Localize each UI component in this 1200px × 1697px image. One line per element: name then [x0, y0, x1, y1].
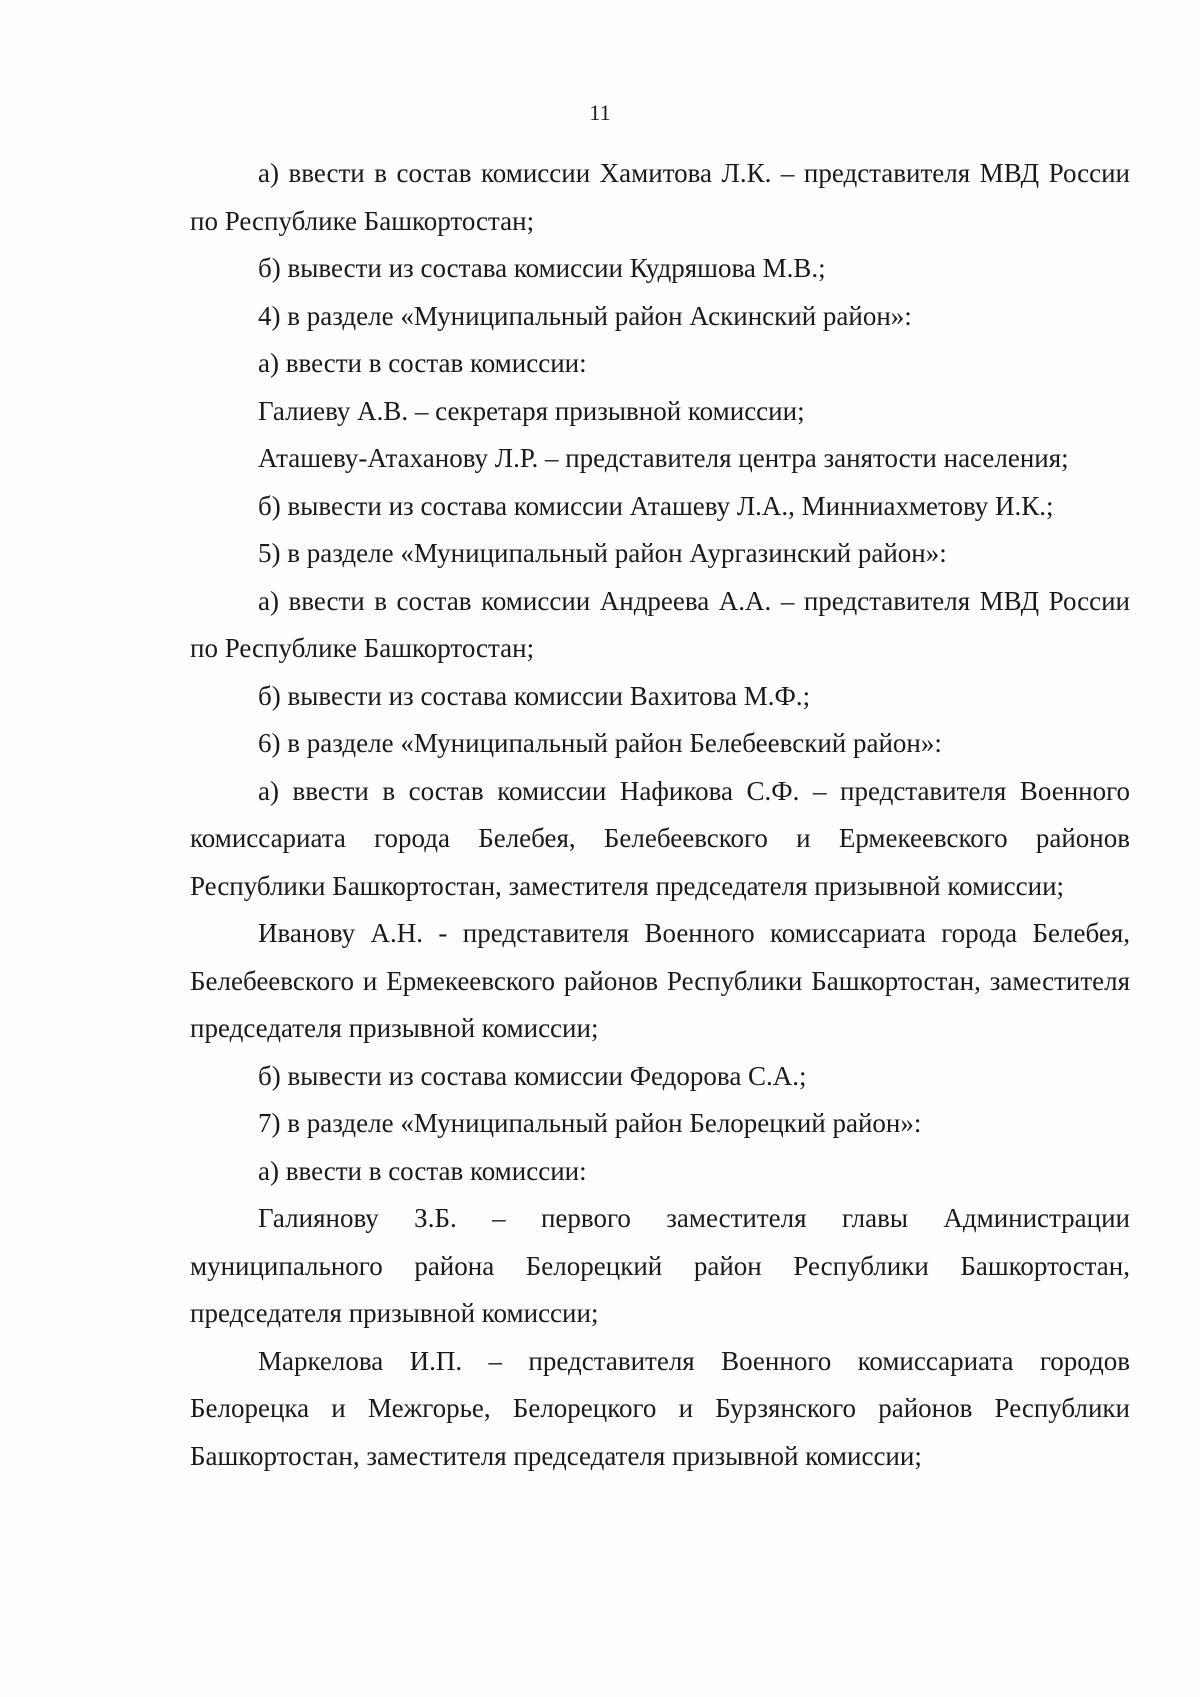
paragraph: 6) в разделе «Муниципальный район Белебеевский район»: — [258, 728, 942, 758]
paragraph: 4) в разделе «Муниципальный район Аскинский район»: — [258, 300, 912, 331]
paragraph: Маркелова И.П. – представителя Военного комиссариата городов Белорецка и Межгорье, Белорецкого и Бурзянского районов Республики Башкортостан, заместителя председателя призывной комиссии; — [190, 1345, 1130, 1471]
paragraph: Галиянову З.Б. – первого заместителя главы Администрации муниципального района Белорецкий район Республики Башкортостан, председателя призывной комиссии; — [190, 1203, 1130, 1328]
paragraph: а) ввести в состав комиссии Хамитова Л.К. – представителя МВД России по Республике Башкортостан; — [190, 158, 1130, 236]
document-body — [190, 150, 1130, 1480]
paragraph: б) вывести из состава комиссии Кудряшова М.В.; — [258, 253, 826, 283]
paragraph: а) ввести в состав комиссии Нафикова С.Ф. – представителя Военного комиссариата города Белебея, Белебеевского и Ермекеевского районов Республики Башкортостан, заместителя председателя призывной комиссии; — [190, 775, 1130, 901]
paragraph: 7) в разделе «Муниципальный район Белорецкий район»: — [258, 1108, 922, 1138]
paragraph: б) вывести из состава комиссии Вахитова М.Ф.; — [258, 680, 811, 711]
page-number: 11 — [589, 100, 611, 125]
paragraph: а) ввести в состав комиссии: — [258, 1155, 587, 1186]
paragraph: б) вывести из состава комиссии Федорова С.А.; — [258, 1060, 807, 1091]
paragraph: Аташеву-Атаханову Л.Р. – представителя центра занятости населения; — [258, 443, 1069, 473]
paragraph: а) ввести в состав комиссии: — [258, 348, 587, 378]
paragraph: а) ввести в состав комиссии Андреева А.А. – представителя МВД России по Республике Башкортостан; — [190, 585, 1130, 663]
paragraph: Галиеву А.В. – секретаря призывной комиссии; — [258, 395, 805, 426]
paragraph: Иванову А.Н. - представителя Военного комиссариата города Белебея, Белебеевского и Ермекеевского районов Республики Башкортостан, заместителя председателя призывной комиссии; — [190, 918, 1130, 1043]
paragraph: б) вывести из состава комиссии Аташеву Л.А., Минниахметову И.К.; — [258, 490, 1054, 521]
paragraph: 5) в разделе «Муниципальный район Аургазинский район»: — [258, 538, 947, 568]
